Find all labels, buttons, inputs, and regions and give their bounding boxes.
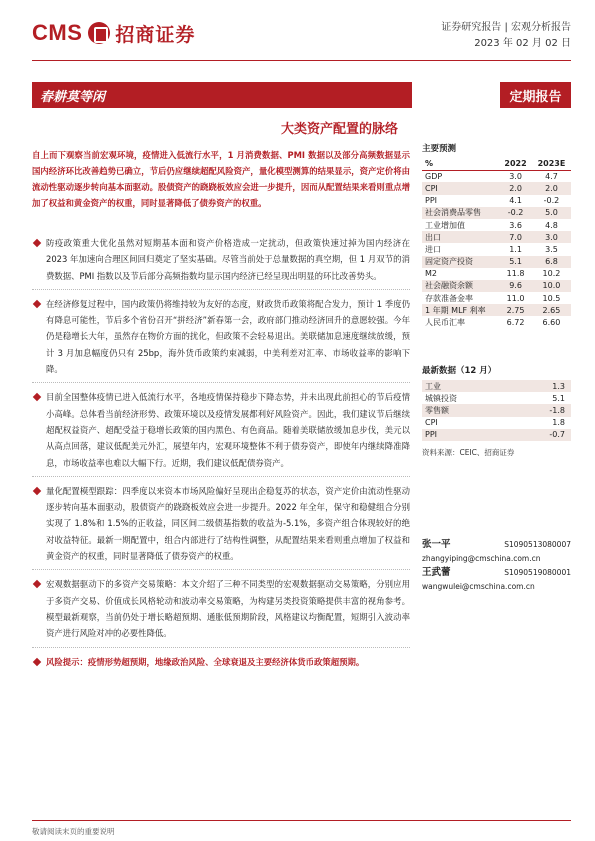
table-row [422,392,571,404]
latest-data-table [422,380,571,441]
bullet-item: 量化配置模型跟踪：四季度以来资本市场风险偏好呈现出企稳复苏的状态，资产定价由流动性驱动逐步转向基本面驱动，股债资产的跷跷板效应会进一步提升。2022 年全年，保守和稳健组合分别实现了 1.8%和 1.5%的正收益，同区间二级债基指数的收益为-5.1%，多资产组合体现较好的绝对收益特征。最新一期配置中，组合内部进行了结构性调整，从配置结果来看则重点增加了权益和黄金资产的权重，同时显著降低了债券资产的权重。 [32,483,410,570]
row-value: -1.8 [512,404,571,416]
latest-data-section [422,364,571,458]
analyst-section [422,538,571,594]
summary-paragraph: 自上而下观察当前宏观环境，疫情进入低流行水平，1 月消费数据、PMI 数据以及部分高频数据显示国内经济环比改善趋势已确立，节后仍应继续超配风险资产，量化模型测算的结果显示，资产定价将由流动性驱动逐步转向基本面驱动。股债资产的跷跷板效应会进一步提升，因而从配置结果来看则重点增加了权益和黄金资产的权重，同时显著降低了债券资产的权重。 [32,150,410,208]
forecast-heading: 主要预测 [422,144,457,154]
row-value-2022: 11.8 [506,269,525,279]
row-label: GDP [425,172,443,182]
row-value-2022: 2.0 [499,182,532,194]
row-label: 出口 [422,231,499,243]
row-value-2023: 10.2 [542,269,561,279]
row-value: 1.3 [512,380,571,392]
col-label: % [422,158,499,170]
footer-divider [32,820,571,821]
footer-note: 敬请阅读末页的重要说明 [32,827,115,836]
table-row [422,292,571,304]
table-row [422,195,571,207]
row-value-2022: 4.1 [509,196,522,206]
analyst-email[interactable]: wangwulei@cmschina.com.cn [422,582,535,591]
row-label: 固定资产投资 [422,256,499,268]
row-value-2022: 9.6 [499,280,532,292]
bullet-item: 宏观数据驱动下的多资产交易策略：本文介绍了三种不同类型的宏观数据驱动交易策略，分别应用于多资产交易、价值成长风格轮动和波动率交易策略，为构建另类投资策略提供丰富的视角参考。模型最新观察，当前仍处于增长略超预期、通胀低预期阶段，风格建议均衡配置，短期引入波动率资产进行风险对冲的必要性降低。 [32,576,410,647]
table-row [422,231,571,243]
row-value-2022: 7.0 [499,231,532,243]
row-value: -0.7 [512,429,571,441]
table-row [422,304,571,316]
row-value-2023: -0.2 [543,196,560,206]
row-value-2023: 10.5 [542,293,561,303]
table-row [422,170,571,182]
logo-cn-text: 招商证券 [115,23,196,46]
col-2022: 2022 [499,158,532,170]
table-row [422,182,571,194]
bullet-item: 在经济修复过程中，国内政策仍将维持较为友好的态度，财政货币政策将配合发力，预计 1 季度仍有降息可能性，节后多个省份召开“拼经济”新春第一会，政府部门推动经济回升的意愿较强。今年仍是稳增长大年，虽然存在物价方面的扰化，但政策不会轻易退出。美联储加息速度继续放缓，预计 3 月加息幅度仍只有 25bp，海外货币政策约束减弱，中美利差对汇率、市场收益率的影响下降。 [32,296,410,383]
analyst-email[interactable]: zhangyiping@cmschina.com.cn [422,554,541,563]
report-meta [441,20,571,52]
row-value-2022: 5.1 [499,256,532,268]
row-value: 5.1 [552,393,565,403]
row-value-2023: 5.0 [532,207,571,219]
row-label: 存款准备金率 [425,293,473,303]
report-subtitle: 春耕莫等闲 [40,89,106,105]
analyst-row [422,538,571,552]
report-date: 2023 年 02 月 02 日 [474,38,571,49]
table-row [422,243,571,255]
logo-badge-icon [88,22,110,44]
analyst-cert: S1090513080007 [504,540,571,549]
row-value-2022: 3.6 [509,220,522,230]
analyst-name: 张一平 [422,539,451,550]
analyst-row [422,566,571,580]
row-label: 社会融资余额 [422,280,499,292]
row-label: 1 年期 MLF 利率 [422,304,499,316]
data-source: 资料来源：CEIC、招商证券 [422,447,515,457]
row-label: 社会消费品零售 [422,207,499,219]
row-label: 工业 [422,380,512,392]
row-value-2022: 1.1 [509,244,522,254]
forecast-table [422,158,571,329]
row-label: M2 [425,269,437,279]
table-row [422,280,571,292]
analyst-cert: S1090519080001 [504,568,571,577]
table-row [422,417,571,429]
table-row [422,404,571,416]
row-value-2023: 2.65 [532,304,571,316]
table-row [422,219,571,231]
forecast-section [422,142,571,329]
row-value-2023: 10.0 [532,280,571,292]
row-value-2023: 2.0 [532,182,571,194]
bullet-item: 目前全国整体疫情已进入低流行水平，各地疫情保持稳步下降态势，并未出现此前担心的节后疫情小高峰。总体看当前经济形势、政策环境以及疫情发展都利好风险资产。因此，我们建议节后继续超配权益资产、超配受益于稳增长政策的国内黑色、有色商品。随着美联储放缓加息步伐，美元以从高点回落，建议低配美元外汇，展望年内，宏观环境整体不利于债券资产，即使年内继续降准降息，市场收益率也难以大幅下行。近期，我们建议低配债券资产。 [32,389,410,476]
row-label: PPI [422,429,512,441]
col-2023: 2023E [532,158,571,170]
bullet-list [32,235,410,681]
row-value-2023: 6.60 [542,318,561,328]
report-subtitle-band [32,82,412,108]
table-row [422,207,571,219]
bullet-item: 防疫政策重大优化虽然对短期基本面和资产价格造成一定扰动，但政策快速过掉为国内经济在 2023 年加速向合理区间回归奠定了坚实基础。尽管当前处于总量数据的真空期，但 1 月双节的消费数据、PMI 指数以及节后部分高频指数均显示国内经济已经呈现出明显的环比改善势头。 [32,235,410,290]
row-label: 工业增加值 [425,220,465,230]
row-label: 进口 [425,244,441,254]
table-row [422,429,571,441]
row-value-2022: -0.2 [499,207,532,219]
cms-logo [32,20,195,46]
row-label: 人民币汇率 [425,318,465,328]
page-title: 大类资产配置的脉络 [280,122,398,137]
row-value-2022: 3.0 [509,172,522,182]
row-label: CPI [422,182,499,194]
table-row [422,380,571,392]
row-label: PPI [425,196,438,206]
row-value-2022: 2.75 [499,304,532,316]
row-value-2023: 4.8 [545,220,558,230]
row-value-2022: 6.72 [506,318,525,328]
report-category: 定期报告 [509,89,562,105]
table-row [422,268,571,280]
row-value-2023: 3.5 [545,244,558,254]
report-type: 证券研究报告 | 宏观分析报告 [441,22,571,33]
table-header-row [422,158,571,170]
row-label: 零售额 [422,404,512,416]
analyst-name: 王武蕾 [422,567,451,578]
table-row [422,256,571,268]
row-value-2023: 6.8 [532,256,571,268]
header-divider [32,60,571,61]
logo-cms-text: CMS [32,20,83,45]
table-row [422,316,571,328]
latest-data-heading: 最新数据（12 月） [422,366,497,376]
risk-warning: 风险提示：疫情形势超预期，地缘政治风险、全球衰退及主要经济体货币政策超预期。 [32,654,410,675]
row-value-2023: 3.0 [532,231,571,243]
report-category-band [500,82,571,108]
row-label: 城镇投资 [425,393,457,403]
row-value-2022: 11.0 [506,293,525,303]
row-value-2023: 4.7 [545,172,558,182]
row-value: 1.8 [552,418,565,428]
row-label: CPI [425,418,438,428]
